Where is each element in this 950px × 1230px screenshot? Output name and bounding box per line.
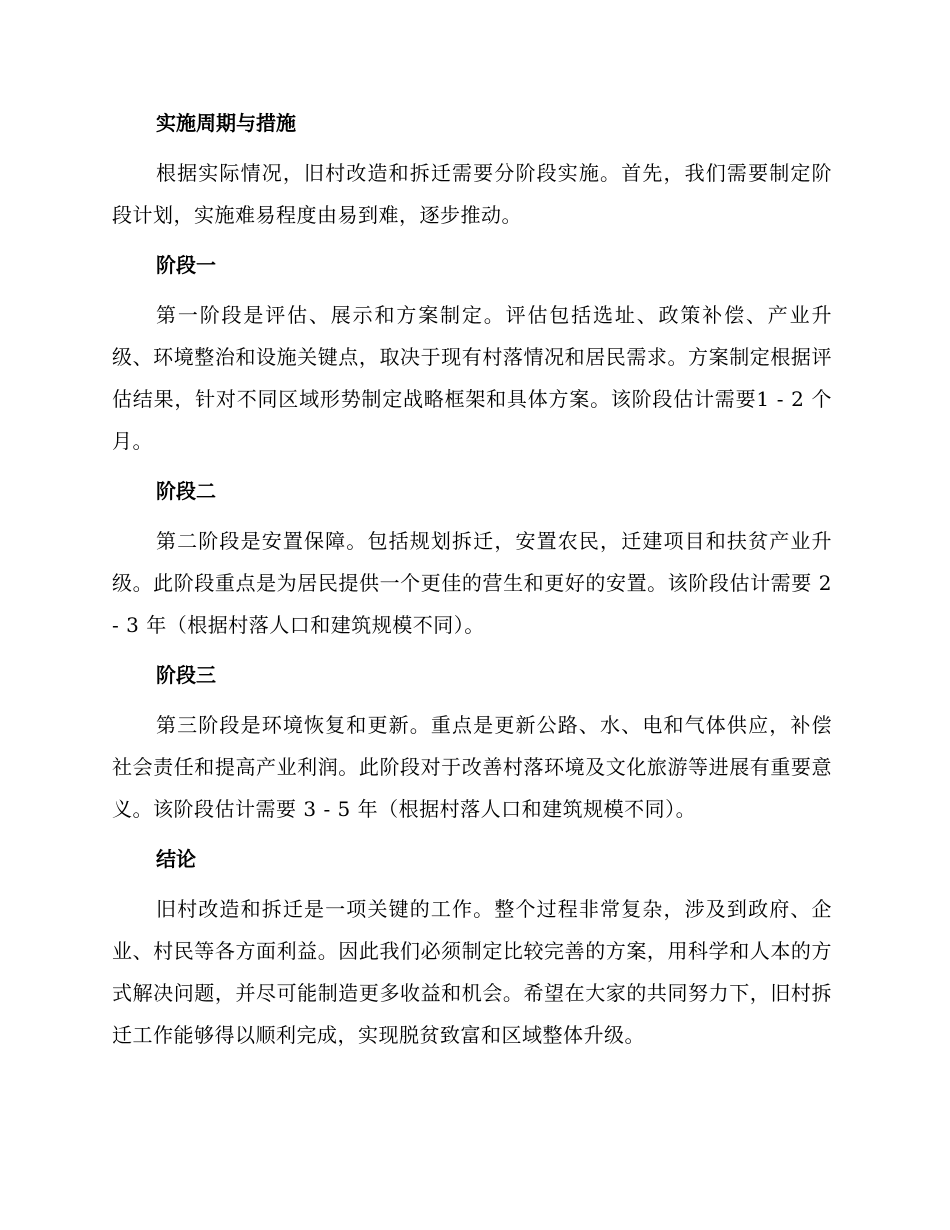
section-paragraph: 第二阶段是安置保障。包括规划拆迁，安置农民，迁建项目和扶贫产业升级。此阶段重点是为居民提供一个更佳的营生和更好的安置。该阶段估计需要 2 - 3 年（根据村落人口和建筑规模不同）。 (112, 529, 832, 637)
section-implementation (112, 108, 832, 236)
section-phase-two (112, 476, 832, 646)
section-phase-three (112, 660, 832, 830)
section-paragraph: 旧村改造和拆迁是一项关键的工作。整个过程非常复杂，涉及到政府、企业、村民等各方面利益。因此我们必须制定比较完善的方案，用科学和人本的方式解决问题，并尽可能制造更多收益和机会。希望在大家的共同努力下，旧村拆迁工作能够得以顺利完成，实现脱贫致富和区域整体升级。 (112, 897, 832, 1047)
section-paragraph: 根据实际情况，旧村改造和拆迁需要分阶段实施。首先，我们需要制定阶段计划，实施难易程度由易到难，逐步推动。 (112, 161, 832, 227)
section-paragraph: 第一阶段是评估、展示和方案制定。评估包括选址、政策补偿、产业升级、环境整治和设施关键点，取决于现有村落情况和居民需求。方案制定根据评估结果，针对不同区域形势制定战略框架和具体方案。该阶段估计需要1 - 2 个月。 (112, 303, 832, 453)
section-heading: 阶段二 (156, 479, 216, 503)
section-heading: 阶段一 (156, 253, 216, 277)
section-heading: 阶段三 (156, 663, 216, 687)
section-conclusion (112, 844, 832, 1056)
section-heading: 实施周期与措施 (156, 111, 296, 135)
section-paragraph: 第三阶段是环境恢复和更新。重点是更新公路、水、电和气体供应，补偿社会责任和提高产业利润。此阶段对于改善村落环境及文化旅游等进展有重要意义。该阶段估计需要 3 - 5 年（根据村落人口和建筑规模不同）。 (112, 713, 832, 821)
section-phase-one (112, 250, 832, 462)
section-heading: 结论 (156, 847, 196, 871)
